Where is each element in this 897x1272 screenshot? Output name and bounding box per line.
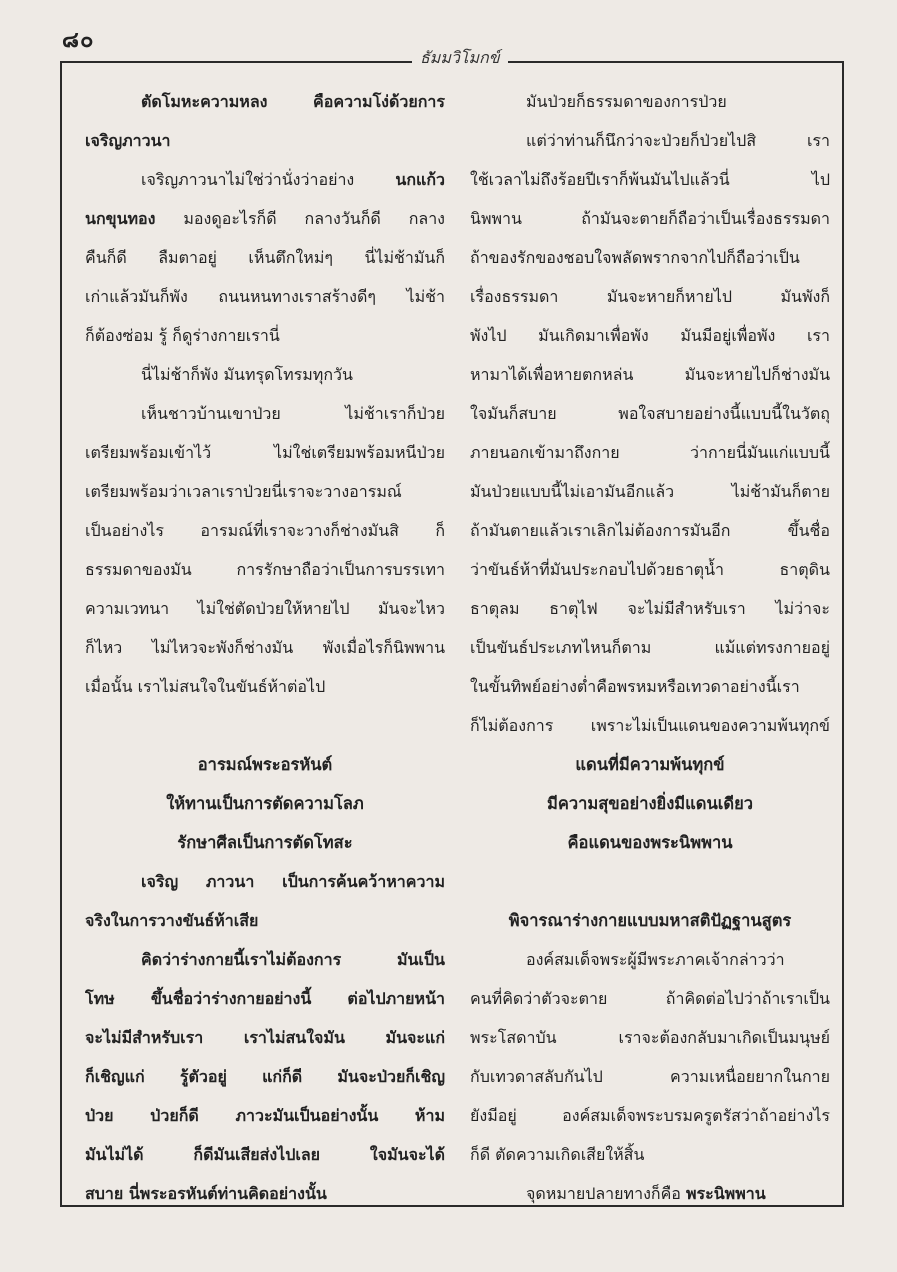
- bold-span: พระนิพพาน: [685, 1184, 766, 1203]
- text-line: ตัดโมหะความหลง คือความโง่ด้วยการ: [141, 92, 445, 111]
- text-line: เตรียมพร้อมเข้าไว้ ไม่ใช่เตรียมพร้อมหนีป่วย: [85, 443, 445, 462]
- text-line: สบาย นี่พระอรหันต์ท่านคิดอย่างนั้น: [85, 1184, 327, 1203]
- text-line: คนที่คิดว่าตัวจะตาย ถ้าคิดต่อไปว่าถ้าเราเป็น: [470, 989, 830, 1008]
- left-column: [85, 82, 445, 1213]
- text-line: ก็ไม่ต้องการ เพราะไม่เป็นแดนของความพ้นทุกข์: [470, 716, 830, 735]
- text-line: นี่ไม่ช้าก็พัง มันทรุดโทรมทุกวัน: [141, 365, 353, 384]
- text-line: เมื่อนั้น เราไม่สนใจในขันธ์ห้าต่อไป: [85, 677, 326, 696]
- section-heading: อารมณ์พระอรหันต์: [197, 755, 333, 774]
- text-line: คืนก็ดี ลืมตาอยู่ เห็นตึกใหม่ๆ นี่ไม่ช้ามันก็: [85, 248, 445, 267]
- text-line: ถ้ามันตายแล้วเราเลิกไม่ต้องการมันอีก ขึ้นชื่อ: [470, 521, 830, 540]
- text-line: กับเทวดาสลับกันไป ความเหนื่อยยากในกาย: [470, 1067, 830, 1086]
- text-line: ว่าขันธ์ห้าที่มันประกอบไปด้วยธาตุน้ำ ธาตุดิน: [470, 560, 830, 579]
- section-heading: พิจารณาร่างกายแบบมหาสติปัฏฐานสูตร: [508, 911, 792, 930]
- text-line: เรื่องธรรมดา มันจะหายก็หายไป มันพังก็: [470, 287, 830, 306]
- text-span: มองดูอะไรก็ดี กลางวันก็ดี กลาง: [155, 209, 445, 228]
- text-line: องค์สมเด็จพระผู้มีพระภาคเจ้ากล่าวว่า: [526, 950, 785, 969]
- text-line: จะไม่มีสำหรับเรา เราไม่สนใจมัน มันจะแก่: [85, 1028, 445, 1047]
- text-line: เจริญ ภาวนา เป็นการค้นคว้าหาความ: [141, 872, 445, 891]
- text-line: ความเวทนา ไม่ใช่ตัดป่วยให้หายไป มันจะไหว: [85, 599, 445, 618]
- text-line: มันป่วยก็ธรรมดาของการป่วย: [526, 92, 727, 111]
- text-line: เป็นอย่างไร อารมณ์ที่เราจะวางก็ช่างมันสิ ก็: [85, 521, 445, 540]
- text-line: มันไม่ได้ ก็ดีมันเสียส่งไปเลย ใจมันจะได้: [85, 1145, 445, 1164]
- text-line: คิดว่าร่างกายนี้เราไม่ต้องการ มันเป็น: [141, 950, 445, 969]
- text-line: แต่ว่าท่านก็นึกว่าจะป่วยก็ป่วยไปสิ เรา: [526, 131, 830, 150]
- spacer: [470, 862, 830, 901]
- text-line: นิพพาน ถ้ามันจะตายก็ถือว่าเป็นเรื่องธรรมดา: [470, 209, 830, 228]
- text-line: มันป่วยแบบนี้ไม่เอามันอีกแล้ว ไม่ช้ามันก็ตาย: [470, 482, 830, 501]
- text-line: ธรรมดาของมัน การรักษาถือว่าเป็นการบรรเทา: [85, 560, 445, 579]
- text-line: ป่วย ป่วยก็ดี ภาวะมันเป็นอย่างนั้น ห้าม: [85, 1106, 445, 1125]
- text-line: ภายนอกเข้ามาถึงกาย ว่ากายนี่มันแก่แบบนี้: [470, 443, 830, 462]
- text-line: พังไป มันเกิดมาเพื่อพัง มันมีอยู่เพื่อพัง เรา: [470, 326, 830, 345]
- text-line: เห็นชาวบ้านเขาป่วย ไม่ช้าเราก็ป่วย: [141, 404, 445, 423]
- bold-span: นกขุนทอง: [85, 209, 156, 228]
- text-line: [85, 199, 445, 238]
- text-line: จริงในการวางขันธ์ห้าเสีย: [85, 911, 259, 930]
- text-span: เจริญภาวนาไม่ใช่ว่านั่งว่าอย่าง: [141, 170, 396, 189]
- bold-span: นกแก้ว: [395, 170, 445, 189]
- text-line: ใจมันก็สบาย พอใจสบายอย่างนี้แบบนี้ในวัตถุ: [470, 404, 830, 423]
- text-line: เป็นขันธ์ประเภทไหนก็ตาม แม้แต่ทรงกายอยู่: [470, 638, 830, 657]
- section-heading: รักษาศีลเป็นการตัดโทสะ: [177, 833, 353, 852]
- text-line: ธาตุลม ธาตุไฟ จะไม่มีสำหรับเรา ไม่ว่าจะ: [470, 599, 830, 618]
- text-line: ก็ต้องซ่อม รู้ ก็ดูร่างกายเรานี่: [85, 326, 280, 345]
- text-line: ในขั้นทิพย์อย่างต่ำคือพรหมหรือเทวดาอย่างนี้เรา: [470, 677, 800, 696]
- right-column: [470, 82, 830, 1213]
- text-line: ยังมีอยู่ องค์สมเด็จพระบรมครูตรัสว่าถ้าอย่างไร: [470, 1106, 830, 1125]
- text-line: ใช้เวลาไม่ถึงร้อยปีเราก็พ้นมันไปแล้วนี่ ไป: [470, 170, 830, 189]
- section-heading: แดนที่มีความพ้นทุกข์: [575, 755, 725, 774]
- section-heading: คือแดนของพระนิพพาน: [567, 833, 733, 852]
- text-line: เตรียมพร้อมว่าเวลาเราป่วยนี่เราจะวางอารมณ์: [85, 482, 402, 501]
- text-line: ถ้าของรักของชอบใจพลัดพรากจากไปก็ถือว่าเป็น: [470, 248, 800, 267]
- text-line: เก่าแล้วมันก็พัง ถนนหนทางเราสร้างดีๆ ไม่ช้า: [85, 287, 445, 306]
- text-line: เจริญภาวนา: [85, 131, 171, 150]
- text-line: โทษ ขึ้นชื่อว่าร่างกายอย่างนี้ ต่อไปภายหน้า: [85, 989, 445, 1008]
- section-heading: ให้ทานเป็นการตัดความโลภ: [166, 794, 364, 813]
- page-number: ๘๐: [62, 28, 95, 53]
- text-line: พระโสดาบัน เราจะต้องกลับมาเกิดเป็นมนุษย์: [470, 1028, 830, 1047]
- section-heading: มีความสุขอย่างยิ่งมีแดนเดียว: [546, 794, 754, 813]
- text-line: [470, 1174, 830, 1213]
- book-title: ธัมมวิโมกข์: [412, 46, 508, 71]
- text-line: หามาได้เพื่อหายตกหล่น มันจะหายไปก็ช่างมัน: [470, 365, 830, 384]
- text-line: [85, 160, 445, 199]
- text-line: ก็ไหว ไม่ไหวจะพังก็ช่างมัน พังเมื่อไรก็นิพพาน: [85, 638, 445, 657]
- spacer: [85, 706, 445, 745]
- text-span: จุดหมายปลายทางก็คือ: [526, 1184, 686, 1203]
- text-line: ก็ดี ตัดความเกิดเสียให้สิ้น: [470, 1145, 645, 1164]
- text-line: ก็เชิญแก่ รู้ตัวอยู่ แก่ก็ดี มันจะป่วยก็เชิญ: [85, 1067, 445, 1086]
